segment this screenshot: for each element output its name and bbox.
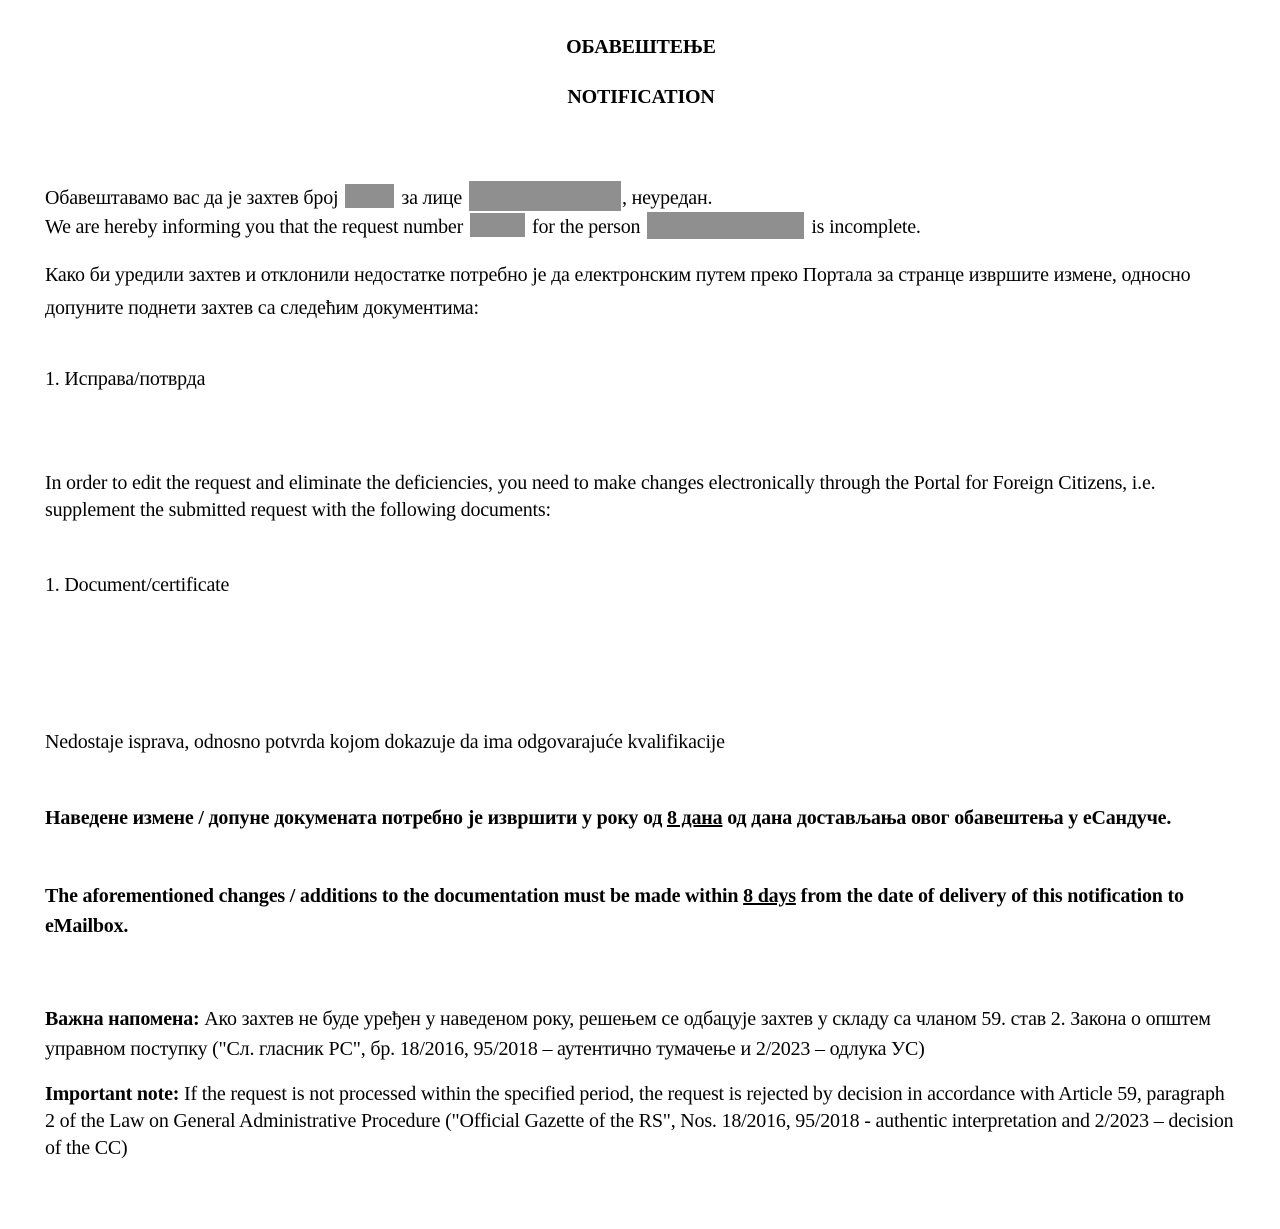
deadline-paragraph-serbian bbox=[45, 803, 1237, 834]
deadline-prefix-sr: Наведене измене / допуне докумената потребно је извршити у року од bbox=[45, 807, 667, 829]
deadline-paragraph-english bbox=[45, 881, 1237, 941]
instruction-paragraph-serbian: Како би уредили захтев и отклонили недостатке потребно је да електронским путем преко Портала за странце извршите измене, односно допуните поднети захтев са следећим документима: bbox=[45, 264, 1191, 319]
deadline-suffix-sr: од дана достављања овог обавештења у еСандуче. bbox=[722, 807, 1172, 829]
important-note-text-serbian: Ако захтев не буде уређен у наведеном року, решењем се одбацује захтев у складу са чланом 59. став 2. Закона о општем управном поступку ("Сл. гласник РС", бр. 18/2016, 95/2018 – аутентично тумачење и 2/2023 – одлука УС) bbox=[45, 1008, 1211, 1060]
intro-lead-en: We are hereby informing you that the request number bbox=[45, 216, 464, 238]
intro-tail-en: is incomplete. bbox=[811, 216, 921, 238]
deadline-suffix-en: from the date of delivery of this notification to eMailbox. bbox=[45, 885, 1184, 937]
important-note-english bbox=[45, 1081, 1237, 1162]
redaction-person-name-en bbox=[647, 212, 804, 239]
redaction-request-number-sr bbox=[345, 184, 394, 208]
intro-mid-en: for the person bbox=[532, 216, 641, 238]
intro-lead-sr: Обавештавамо вас да је захтев број bbox=[45, 187, 339, 209]
important-note-serbian bbox=[45, 1004, 1237, 1064]
title-serbian: ОБАВЕШТЕЊЕ bbox=[566, 36, 716, 58]
deadline-prefix-en: The aforementioned changes / additions to the documentation must be made within bbox=[45, 885, 744, 907]
instruction-paragraph-english: In order to edit the request and eliminate the deficiencies, you need to make changes electronically through the Portal for Foreign Citizens, i.e. supplement the submitted request with the following documents: bbox=[45, 472, 1156, 521]
intro-tail-sr: , неуредан. bbox=[622, 187, 713, 209]
document-list-item-serbian: 1. Исправа/потврда bbox=[45, 368, 206, 390]
title-english: NOTIFICATION bbox=[567, 86, 715, 108]
intro-line-english bbox=[45, 212, 1237, 241]
document-list-item-english: 1. Document/certificate bbox=[45, 574, 230, 596]
redaction-request-number-en bbox=[470, 213, 525, 237]
deficiency-note: Nedostaje isprava, odnosno potvrda kojom dokazuje da ima odgovarajuće kvalifikacije bbox=[45, 731, 725, 753]
intro-paragraph bbox=[45, 181, 1237, 241]
deadline-duration-serbian: 8 дана bbox=[666, 807, 723, 829]
important-note-label-serbian: Важна напомена: bbox=[45, 1008, 200, 1030]
important-note-label-english: Important note: bbox=[45, 1083, 180, 1105]
intro-mid-sr: за лице bbox=[401, 187, 463, 209]
redaction-person-name-sr bbox=[469, 181, 621, 211]
important-note-text-english: If the request is not processed within the specified period, the request is rejected by decision in accordance with Article 59, paragraph 2 of the Law on General Administrative Procedure ("Official Gazette of the RS", Nos. 18/2016, 95/2018 - authentic interpretation and 2/2023 – decision of the CC) bbox=[45, 1083, 1234, 1159]
deadline-duration-english: 8 days bbox=[743, 885, 796, 907]
intro-line-serbian bbox=[45, 181, 1237, 212]
